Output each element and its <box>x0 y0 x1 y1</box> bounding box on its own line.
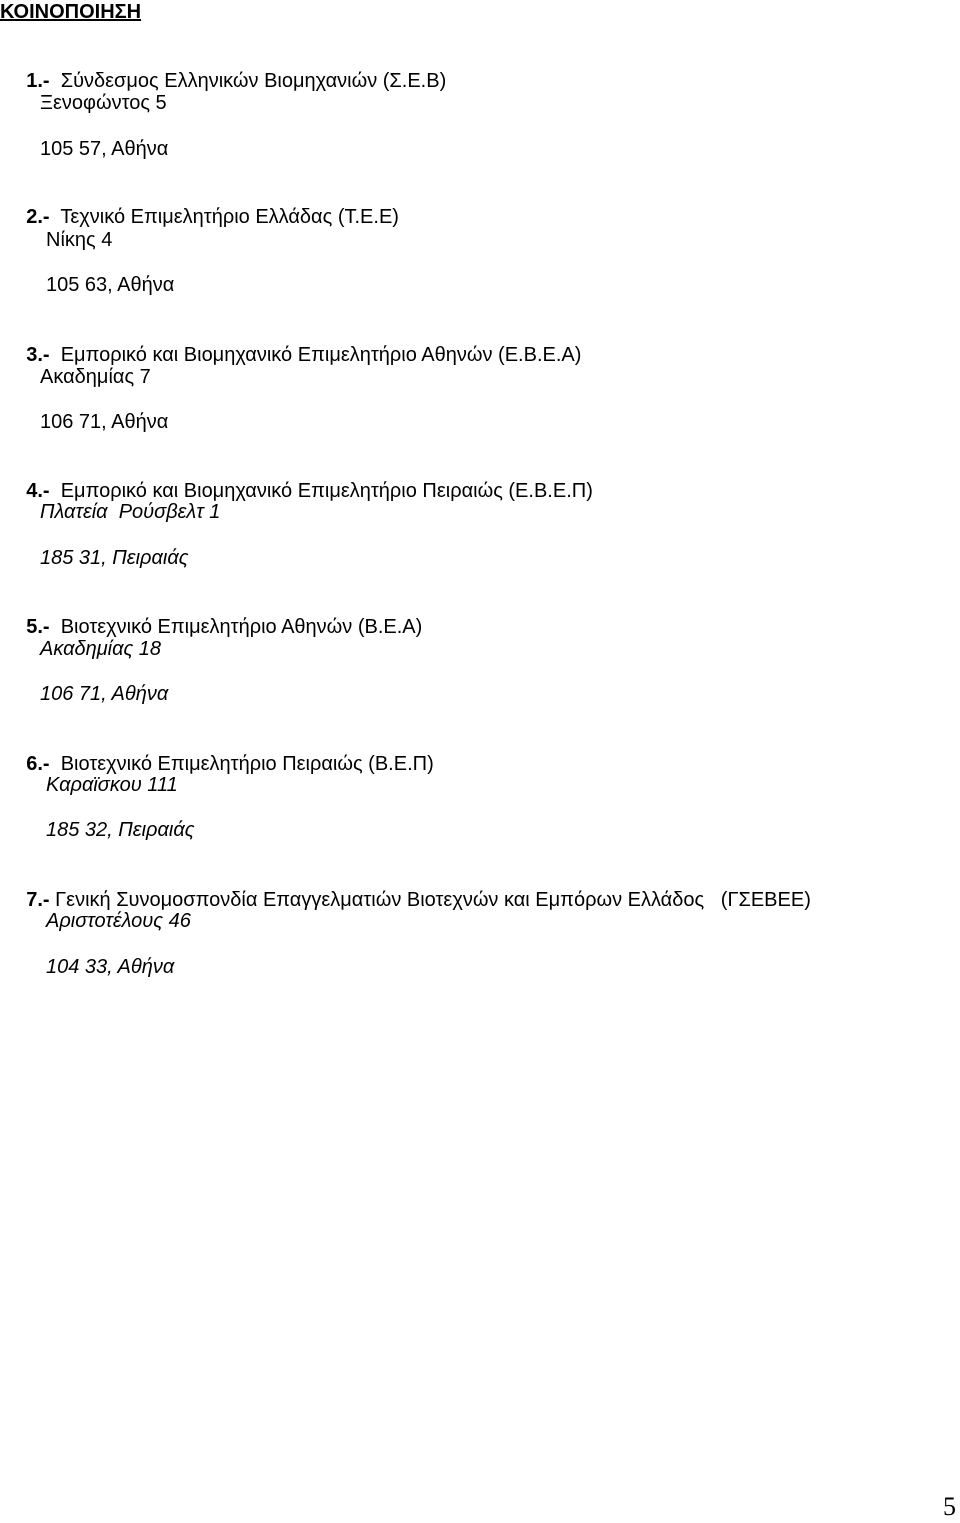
entry-2-street: Νίκης 4 <box>46 229 113 251</box>
entry-6-street: Καραϊσκου 111 <box>46 774 178 796</box>
entry-1-street: Ξενοφώντος 5 <box>40 92 167 114</box>
entry-4-city: 185 31, Πειραιάς <box>40 547 189 569</box>
entry-number: 3.- <box>26 344 50 366</box>
entry-6-city: 185 32, Πειραιάς <box>46 819 195 841</box>
entry-3-city: 106 71, Αθήνα <box>40 411 169 433</box>
page-title: ΚΟΙΝΟΠΟΙΗΣΗ <box>0 1 142 23</box>
entry-3-street: Ακαδημίας 7 <box>40 366 151 388</box>
entry-number: 2.- <box>26 206 50 228</box>
entry-number: 5.- <box>26 616 50 638</box>
entry-number: 7.- <box>26 889 50 911</box>
entry-7-street: Αριστοτέλους 46 <box>46 910 191 932</box>
entry-5-city: 106 71, Αθήνα <box>40 683 169 705</box>
entry-number: 4.- <box>26 480 50 502</box>
entry-name: Σύνδεσμος Ελληνικών Βιομηχανιών (Σ.Ε.Β) <box>60 70 447 92</box>
page-number: 5 <box>943 1492 956 1521</box>
entry-7-city: 104 33, Αθήνα <box>46 956 175 978</box>
entry-1-city: 105 57, Αθήνα <box>40 138 169 160</box>
entry-4-street: Πλατεία Ρούσβελτ 1 <box>40 501 221 523</box>
entry-name: Εμπορικό και Βιομηχανικό Επιμελητήριο Πειραιώς (Ε.Β.Ε.Π) <box>60 480 593 502</box>
entry-5-street: Ακαδημίας 18 <box>40 638 162 660</box>
entry-number: 6.- <box>26 753 50 775</box>
entry-2-city: 105 63, Αθήνα <box>46 274 175 296</box>
entry-number: 1.- <box>26 70 50 92</box>
entry-name: Βιοτεχνικό Επιμελητήριο Αθηνών (Β.Ε.Α) <box>60 616 423 638</box>
entry-name: Τεχνικό Επιμελητήριο Ελλάδας (Τ.Ε.Ε) <box>60 206 399 228</box>
entry-name: Γενική Συνομοσπονδία Επαγγελματιών Βιοτεχνών και Εμπόρων Ελλάδος (ΓΣΕΒΕΕ) <box>55 889 811 911</box>
entry-name: Βιοτεχνικό Επιμελητήριο Πειραιώς (Β.Ε.Π) <box>60 753 434 775</box>
entry-name: Εμπορικό και Βιομηχανικό Επιμελητήριο Αθηνών (Ε.Β.Ε.Α) <box>60 344 582 366</box>
